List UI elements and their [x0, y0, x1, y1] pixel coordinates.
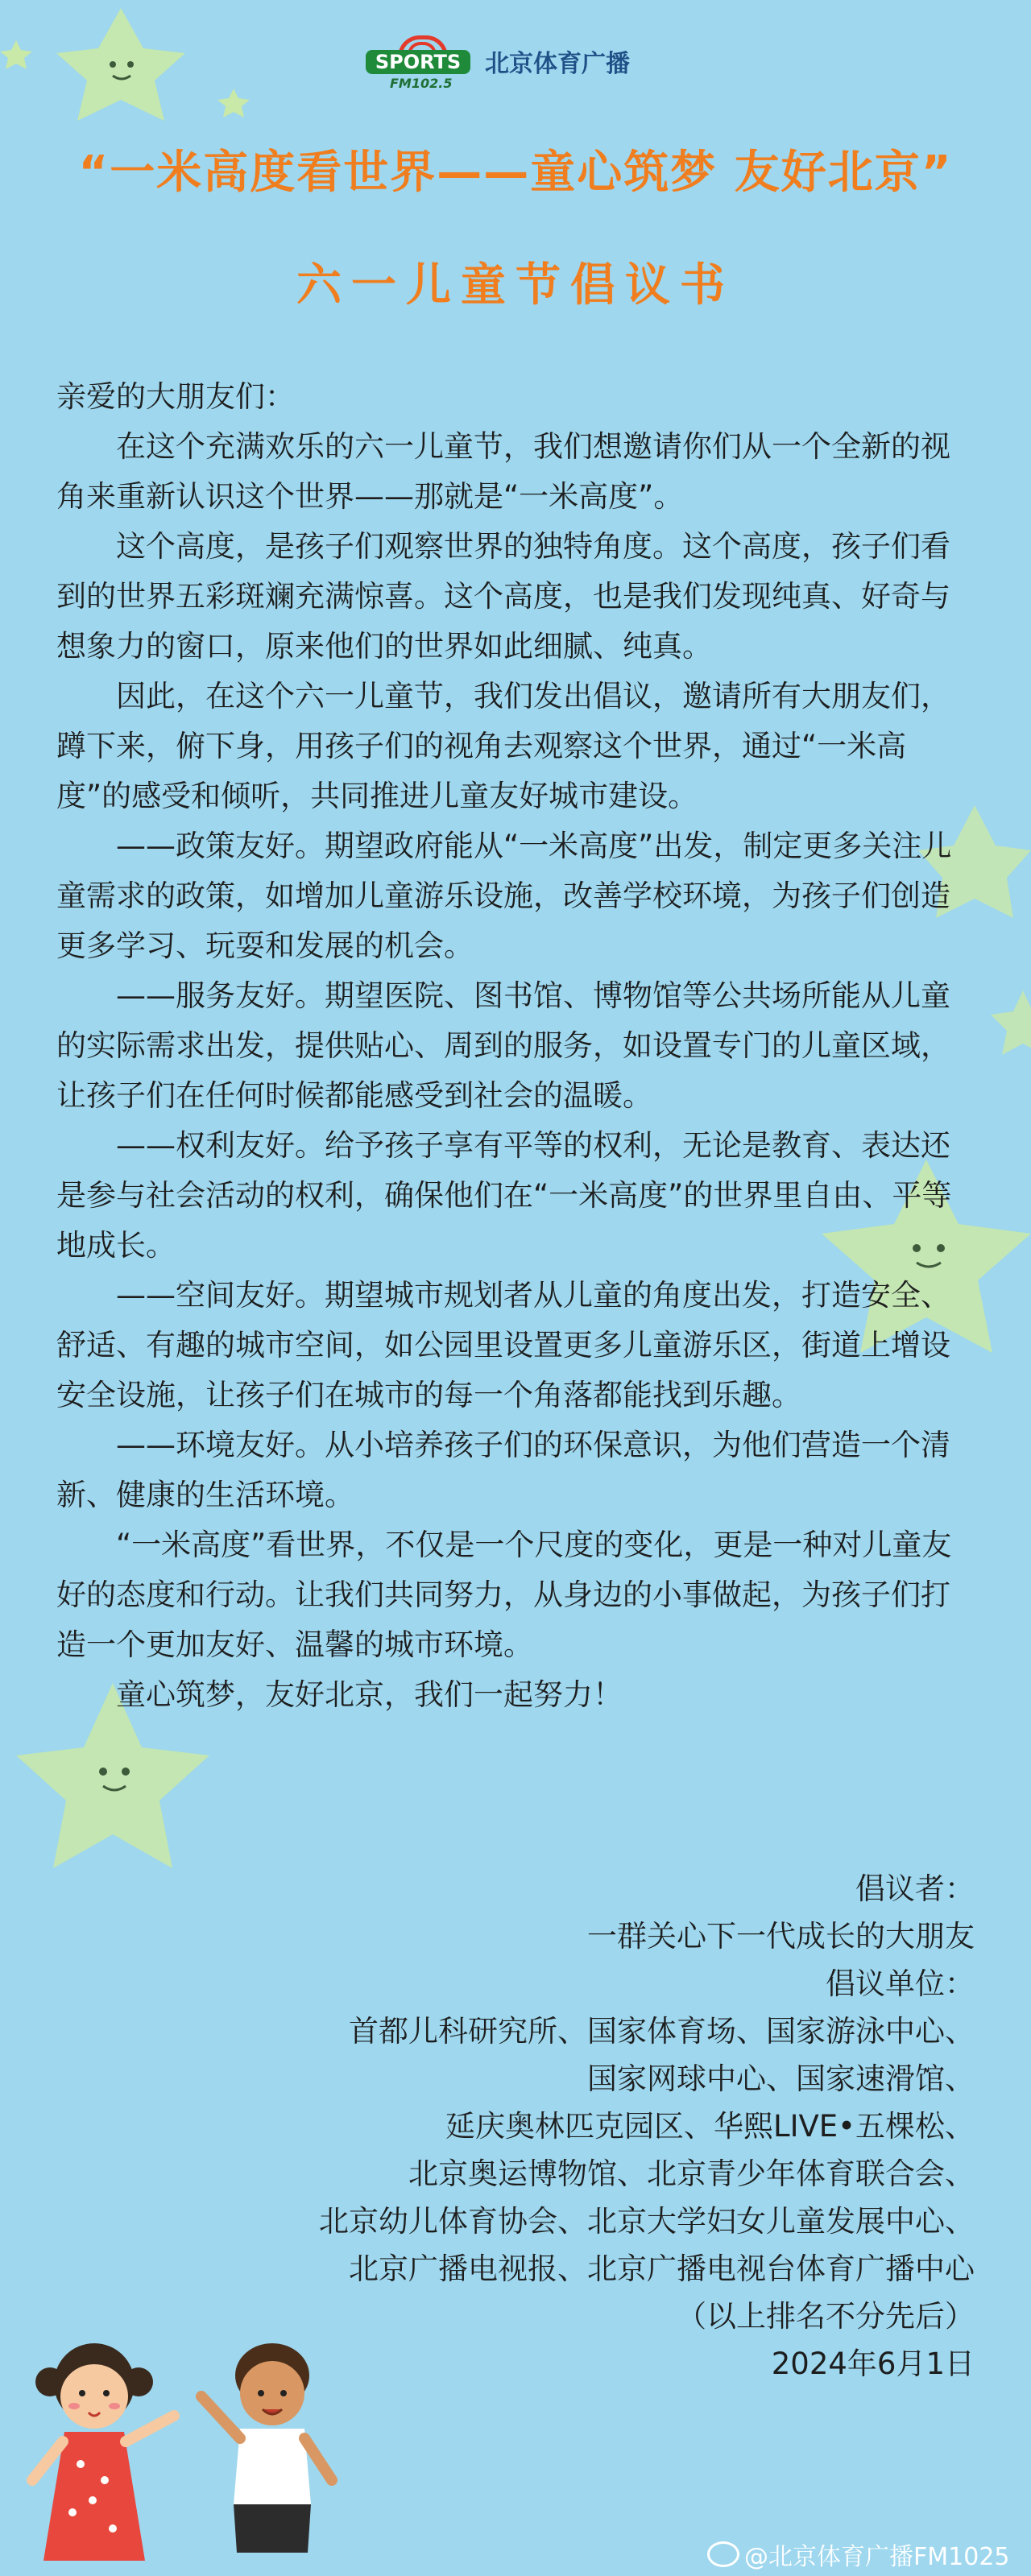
weibo-watermark [707, 2537, 1010, 2572]
paragraph: ——政策友好。期望政府能从“一米高度”出发，制定更多关注儿童需求的政策，如增加儿童游乐设施，改善学校环境，为孩子们创造更多学习、玩耍和发展的机会。 [56, 829, 952, 963]
paragraph: 童心筑梦，友好北京，我们一起努力！ [116, 1677, 623, 1712]
paragraph: ——权利友好。给予孩子享有平等的权利，无论是教育、表达还是参与社会活动的权利，确保他们在“一米高度”的世界里自由、平等地成长。 [56, 1128, 952, 1263]
watermark-text: @北京体育广播FM1025 [744, 2543, 1010, 2571]
signature-line: 首都儿科研究所、国家体育场、国家游泳中心、 [349, 2014, 975, 2049]
logo-badge-text: SPORTS [366, 50, 470, 74]
signature-block [161, 1865, 975, 2388]
letter-body [56, 372, 975, 1720]
signature-line: 北京广播电视报、北京广播电视台体育广播中心 [349, 2251, 975, 2286]
children-illustration [16, 2319, 371, 2576]
paragraph: ——环境友好。从小培养孩子们的环保意识，为他们营造一个清新、健康的生活环境。 [56, 1428, 950, 1512]
signature-line: 倡议者： [855, 1871, 975, 1906]
star-decoration-topleft [0, 0, 266, 129]
subtitle: 六一儿童节倡议书 [296, 259, 735, 312]
sports-logo-badge [366, 35, 472, 91]
paragraph: “一米高度”看世界，不仅是一个尺度的变化，更是一种对儿童友好的态度和行动。让我们共同努力，从身边的小事做起，为孩子们打造一个更加友好、温馨的城市环境。 [56, 1528, 952, 1662]
signature-line: 一群关心下一代成长的大朋友 [587, 1919, 975, 1954]
signature-line: 北京奥运博物馆、北京青少年体育联合会、 [408, 2156, 975, 2191]
weibo-icon [707, 2541, 739, 2567]
main-title: “一米高度看世界——童心筑梦 友好北京” [78, 147, 953, 199]
paragraph: 这个高度，是孩子们观察世界的独特角度。这个高度，孩子们看到的世界五彩斑斓充满惊喜。这个高度，也是我们发现纯真、好奇与想象力的窗口，原来他们的世界如此细腻、纯真。 [56, 529, 950, 664]
station-logo [366, 37, 630, 91]
paragraph: 因此，在这个六一儿童节，我们发出倡议，邀请所有大朋友们，蹲下来，俯下身，用孩子们的视角去观察这个世界，通过“一米高度”的感受和倾听，共同推进儿童友好城市建设。 [56, 679, 950, 813]
paragraph: ——服务友好。期望医院、图书馆、博物馆等公共场所能从儿童的实际需求出发，提供贴心、周到的服务，如设置专门的儿童区域，让孩子们在任何时候都能感受到社会的温暖。 [56, 978, 950, 1113]
signature-line: 国家网球中心、国家速滑馆、 [587, 2061, 975, 2096]
logo-frequency: FM102.5 [390, 76, 453, 91]
signature-line: 延庆奥林匹克园区、华熙LIVE•五棵松、 [445, 2109, 975, 2144]
paragraph: 在这个充满欢乐的六一儿童节，我们想邀请你们从一个全新的视角来重新认识这个世界——那就是“一米高度”。 [56, 429, 950, 514]
greeting: 亲爱的大朋友们： [56, 379, 295, 414]
signature-line: （以上排名不分先后） [677, 2299, 975, 2334]
signature-line: 倡议单位： [826, 1966, 975, 2001]
paragraph: ——空间友好。期望城市规划者从儿童的角度出发，打造安全、舒适、有趣的城市空间，如公园里设置更多儿童游乐区，街道上增设安全设施，让孩子们在城市的每一个角落都能找到乐趣。 [56, 1278, 950, 1412]
signature-line: 北京幼儿体育协会、北京大学妇女儿童发展中心、 [319, 2204, 975, 2239]
logo-station-name: 北京体育广播 [485, 50, 630, 78]
signature-date: 2024年6月1日 [771, 2347, 975, 2381]
